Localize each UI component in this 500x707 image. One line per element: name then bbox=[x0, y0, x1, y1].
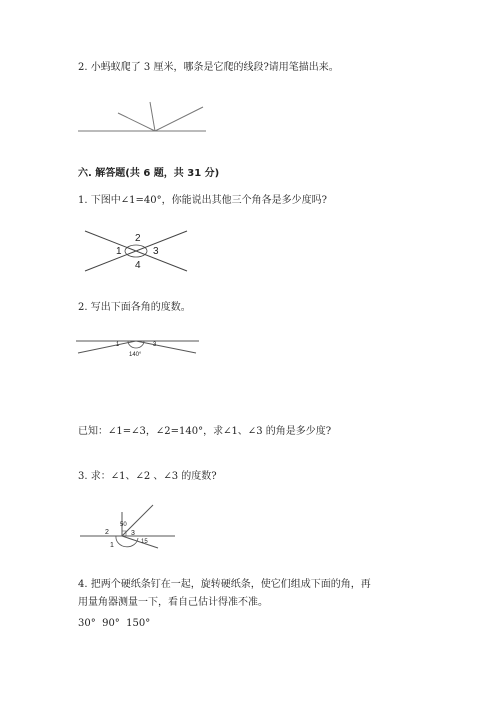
segment-right-long bbox=[155, 107, 203, 131]
problem-4-text: 4. 把两个硬纸条钉在一起，旋转硬纸条，使它们组成下面的角，再用量角器测量一下，看自己估计得准不准。 bbox=[78, 579, 371, 608]
angle-value-15: 15 bbox=[141, 539, 148, 545]
angle-value-50: 50 bbox=[120, 522, 127, 528]
angle-label-3: 3 bbox=[131, 530, 135, 537]
straight-line-angles-figure bbox=[76, 331, 201, 365]
angle-label-3: 3 bbox=[153, 342, 157, 348]
segment-vertical bbox=[150, 102, 155, 131]
segment-left-long bbox=[118, 113, 155, 131]
angle-value-140: 140° bbox=[129, 352, 142, 358]
problem-1-text: 1. 下图中∠1=40°，你能说出其他三个角各是多少度吗? bbox=[78, 195, 327, 206]
angle-label-1: 1 bbox=[116, 342, 120, 348]
question-2-text: 2. 小蚂蚁爬了 3 厘米，哪条是它爬的线段?请用笔描出来。 bbox=[78, 62, 339, 73]
intersecting-lines-figure bbox=[82, 228, 192, 274]
ray-left bbox=[78, 341, 136, 353]
angle-label-1: 1 bbox=[110, 542, 114, 549]
ray-right bbox=[136, 341, 196, 353]
three-angles-figure bbox=[80, 500, 180, 552]
problem-4-angles: 30° 90° 150° bbox=[78, 618, 151, 629]
ray-50 bbox=[122, 505, 153, 536]
angle-label-4: 4 bbox=[135, 260, 141, 271]
section-title: 六. 解答题(共 6 题，共 31 分) bbox=[78, 168, 220, 179]
ant-path-figure bbox=[78, 102, 208, 142]
angle-label-2: 2 bbox=[105, 529, 109, 536]
problem-3-text: 3. 求：∠1、∠2 、∠3 的度数? bbox=[78, 471, 217, 482]
angle-label-1: 1 bbox=[116, 246, 122, 257]
ray-15 bbox=[122, 536, 158, 548]
problem-2-given: 已知：∠1=∠3，∠2=140°，求∠1、∠3 的角是多少度? bbox=[78, 426, 332, 437]
problem-2-text: 2. 写出下面各角的度数。 bbox=[78, 302, 191, 313]
angle-label-3: 3 bbox=[153, 246, 159, 257]
angle-label-2: 2 bbox=[135, 233, 141, 244]
